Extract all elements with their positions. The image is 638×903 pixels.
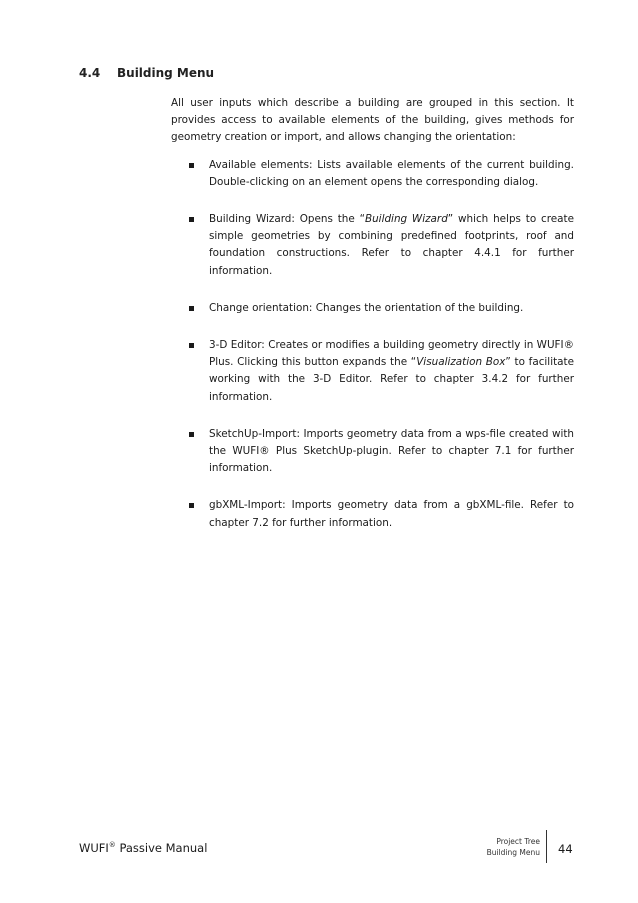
square-bullet-icon xyxy=(189,217,194,222)
bullet-item-gbxml-import xyxy=(171,497,574,531)
square-bullet-icon xyxy=(189,163,194,168)
section-number: 4.4 xyxy=(79,66,101,80)
bullet-text-continued: ” to facilitate working with the 3-D Editor. Refer to chapter 3.4.2 for further information. xyxy=(209,356,574,403)
footer-manual-title xyxy=(79,841,207,855)
intro-paragraph: All user inputs which describe a building are grouped in this section. It provides access to available elements of the building, gives methods for geometry creation or import, and allows changing the orientation: xyxy=(171,97,574,144)
bullet-text: SketchUp-Import: Imports geometry data from a wps-file created with the WUFI® Plus SketchUp-plugin. Refer to chapter 7.1 for further information. xyxy=(209,427,574,475)
bullet-list xyxy=(171,157,574,532)
bullet-item-available-elements xyxy=(171,157,574,191)
bullet-item-3d-editor xyxy=(171,337,574,406)
bullet-item-sketchup-import xyxy=(171,426,574,478)
bullet-text: Building Wizard: Opens the “ xyxy=(209,213,365,226)
bullet-emphasis: Visualization Box xyxy=(416,356,506,369)
bullet-text: 3-D Editor: Creates or modifies a building geometry directly in WUFI® Plus. Clicking this button expands the “ xyxy=(209,339,574,369)
footer-chapter: Project Tree xyxy=(496,837,540,846)
footer-subchapter: Building Menu xyxy=(486,848,540,857)
bullet-item-building-wizard xyxy=(171,211,574,280)
square-bullet-icon xyxy=(189,306,194,311)
footer-manual-name: Passive Manual xyxy=(115,841,208,855)
footer-divider xyxy=(546,830,547,863)
square-bullet-icon xyxy=(189,432,194,437)
section-body xyxy=(171,95,574,552)
registered-mark: ® xyxy=(108,841,116,849)
square-bullet-icon xyxy=(189,343,194,348)
bullet-emphasis: Building Wizard xyxy=(364,213,448,226)
square-bullet-icon xyxy=(189,503,194,508)
bullet-text-continued: ” which helps to create simple geometries by combining predefined footprints, roof and foundation constructions. Refer to chapter 4.4.1 for further information. xyxy=(209,213,575,277)
footer-chapter-info xyxy=(487,836,540,858)
bullet-item-change-orientation xyxy=(171,300,574,317)
bullet-text: gbXML-Import: Imports geometry data from a gbXML-file. Refer to chapter 7.2 for further information. xyxy=(209,499,574,529)
footer-brand: WUFI xyxy=(79,841,109,855)
section-title: Building Menu xyxy=(117,66,215,80)
bullet-text: Change orientation: Changes the orientation of the building. xyxy=(209,301,524,314)
bullet-text: Available elements: Lists available elements of the current building. Double-clicking on an element opens the corresponding dialog. xyxy=(209,158,574,188)
page-number: 44 xyxy=(558,842,573,856)
